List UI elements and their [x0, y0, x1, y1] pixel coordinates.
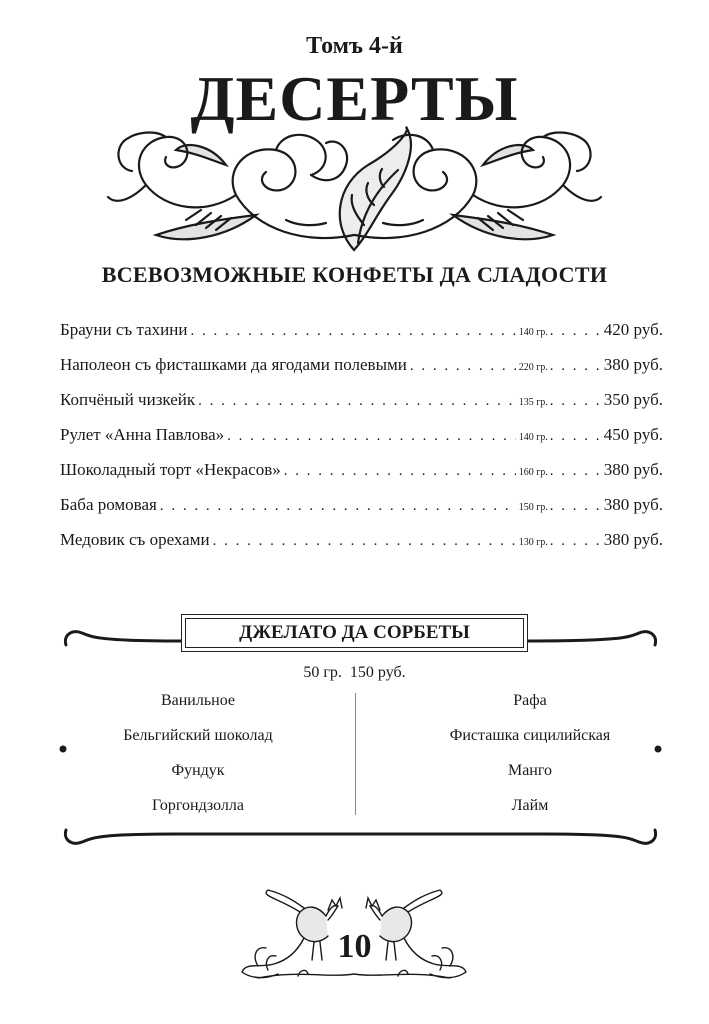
- gelato-flavor: Лайм: [511, 797, 549, 814]
- dessert-name: Рулет «Анна Павлова»: [60, 425, 225, 444]
- leader-dots: [550, 323, 602, 340]
- gelato-flavor: Горгондзолла: [152, 797, 244, 814]
- dessert-price: 380 руб.: [603, 530, 663, 549]
- leader-dots: [550, 428, 602, 445]
- leader-dots: [213, 533, 516, 550]
- acanthus-scroll-icon: [106, 125, 603, 255]
- gelato-heading-box: [181, 614, 528, 652]
- dessert-weight: 140 гр.: [518, 327, 548, 338]
- dessert-weight: 150 гр.: [518, 502, 548, 513]
- dessert-price: 380 руб.: [603, 460, 663, 479]
- page-subtitle: ВСЕВОЗМОЖНЫЕ КОНФЕТЫ ДА СЛАДОСТИ: [101, 262, 608, 287]
- dessert-price: 450 руб.: [603, 425, 663, 444]
- gelato-price: 150 руб.: [349, 664, 406, 681]
- leader-dots: [198, 393, 516, 410]
- dessert-weight: 140 гр.: [518, 432, 548, 443]
- gelato-flavor: Фундук: [171, 762, 225, 779]
- dessert-name: Баба ромовая: [60, 495, 157, 514]
- leader-dots: [190, 323, 515, 340]
- volume-label: Томъ 4-й: [306, 33, 403, 59]
- dessert-price: 380 руб.: [603, 355, 663, 374]
- dessert-weight: 160 гр.: [518, 467, 548, 478]
- gelato-price-line: [0, 664, 709, 682]
- leader-dots: [410, 358, 516, 375]
- dessert-name: Шоколадный торт «Некрасов»: [60, 460, 281, 479]
- dessert-row: [60, 460, 663, 495]
- leader-dots: [550, 393, 602, 410]
- dessert-weight: 130 гр.: [518, 537, 548, 548]
- gelato-flavor: Рафа: [513, 692, 547, 709]
- dessert-row: [60, 425, 663, 460]
- dessert-name: Медовик съ орехами: [60, 530, 210, 549]
- dessert-price: 380 руб.: [603, 495, 663, 514]
- gelato-left-column: [68, 688, 328, 828]
- gelato-weight: 50 гр.: [303, 664, 342, 681]
- page-title: ДЕСЕРТЫ: [190, 63, 519, 134]
- gelato-flavor: Манго: [507, 762, 553, 779]
- gelato-right-column: [400, 688, 660, 828]
- dessert-row: [60, 495, 663, 530]
- gelato-heading: ДЖЕЛАТО ДА СОРБЕТЫ: [185, 618, 524, 648]
- dessert-row: [60, 390, 663, 425]
- dessert-name: Брауни съ тахини: [60, 320, 188, 339]
- column-divider: [355, 693, 356, 815]
- leader-dots: [160, 498, 516, 515]
- dessert-price: 420 руб.: [603, 320, 663, 339]
- leader-dots: [550, 533, 602, 550]
- dessert-row: [60, 530, 663, 565]
- dessert-price: 350 руб.: [603, 390, 663, 409]
- leader-dots: [227, 428, 516, 445]
- frame-dot: [60, 746, 67, 753]
- dessert-weight: 220 гр.: [518, 362, 548, 373]
- dessert-list: [60, 320, 663, 565]
- leader-dots: [284, 463, 516, 480]
- dessert-name: Наполеон съ фисташками да ягодами полевыми: [60, 355, 407, 374]
- dessert-row: [60, 320, 663, 355]
- dessert-name: Копчёный чизкейк: [60, 390, 196, 409]
- page-number: 10: [337, 928, 372, 965]
- dessert-row: [60, 355, 663, 390]
- dessert-weight: 135 гр.: [518, 397, 548, 408]
- leader-dots: [550, 358, 602, 375]
- leader-dots: [550, 498, 602, 515]
- gelato-flavor: Ванильное: [160, 692, 236, 709]
- leader-dots: [550, 463, 602, 480]
- gelato-flavor: Бельгийский шоколад: [123, 727, 273, 744]
- gelato-flavor: Фисташка сицилийская: [449, 727, 611, 744]
